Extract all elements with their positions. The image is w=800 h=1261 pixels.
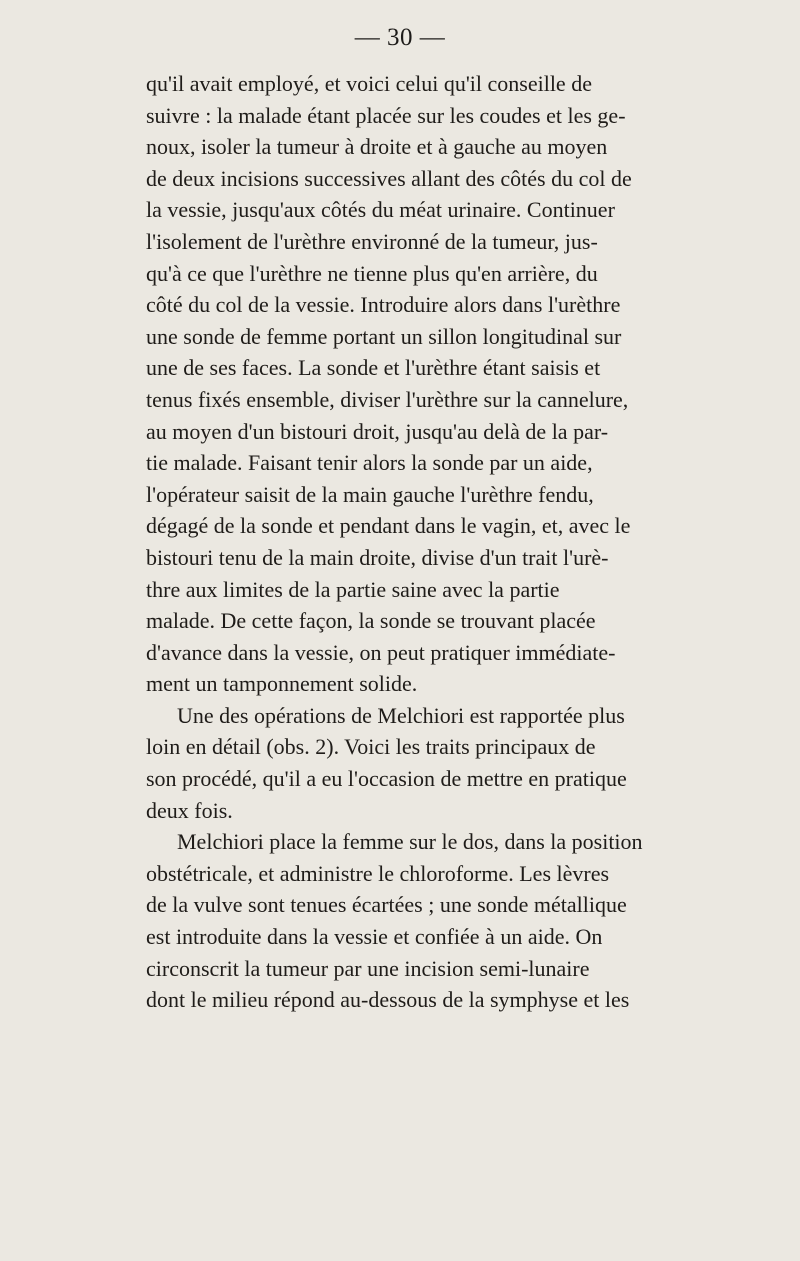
text-line: son procédé, qu'il a eu l'occasion de mettre en pratique — [146, 766, 627, 792]
text-line: bistouri tenu de la main droite, divise d'un trait l'urè- — [146, 544, 609, 570]
text-line: malade. De cette façon, la sonde se trouvant placée — [146, 608, 596, 634]
text-line: côté du col de la vessie. Introduire alors dans l'urèthre — [146, 292, 621, 318]
text-line: au moyen d'un bistouri droit, jusqu'au delà de la par- — [146, 418, 609, 444]
text-line: est introduite dans la vessie et confiée à un aide. On — [146, 924, 603, 950]
text-line: thre aux limites de la partie saine avec la partie — [146, 576, 560, 602]
text-line: deux fois. — [146, 797, 233, 823]
text-line: circonscrit la tumeur par une incision semi-lunaire — [146, 955, 590, 981]
text-line: Une des opérations de Melchiori est rapportée plus — [177, 702, 625, 728]
text-line: tenus fixés ensemble, diviser l'urèthre sur la cannelure, — [146, 386, 629, 412]
text-line: dont le milieu répond au-dessous de la symphyse et les — [146, 987, 630, 1013]
text-line: qu'il avait employé, et voici celui qu'il conseille de — [146, 71, 592, 96]
text-line: noux, isoler la tumeur à droite et à gauche au moyen — [146, 134, 608, 160]
text-line: l'isolement de l'urèthre environné de la tumeur, jus- — [146, 228, 598, 254]
page-number: — 30 — — [354, 24, 446, 51]
text-line: une de ses faces. La sonde et l'urèthre étant saisis et — [146, 355, 601, 381]
body-text — [146, 68, 766, 1016]
text-line: de la vulve sont tenues écartées ; une sonde métallique — [146, 892, 627, 918]
text-line: obstétricale, et administre le chloroforme. Les lèvres — [146, 860, 610, 886]
text-line: d'avance dans la vessie, on peut pratiquer immédiate- — [146, 639, 616, 665]
text-line: loin en détail (obs. 2). Voici les traits principaux de — [146, 734, 596, 760]
text-line: qu'à ce que l'urèthre ne tienne plus qu'en arrière, du — [146, 260, 598, 286]
text-line: suivre : la malade étant placée sur les coudes et les ge- — [146, 102, 626, 128]
text-line: de deux incisions successives allant des côtés du col de — [146, 165, 632, 191]
text-line: une sonde de femme portant un sillon longitudinal sur — [146, 323, 622, 349]
text-line: dégagé de la sonde et pendant dans le vagin, et, avec le — [146, 513, 631, 539]
text-line: l'opérateur saisit de la main gauche l'urèthre fendu, — [146, 481, 594, 507]
text-line: Melchiori place la femme sur le dos, dans la position — [177, 829, 643, 855]
text-line: la vessie, jusqu'aux côtés du méat urinaire. Continuer — [146, 197, 615, 223]
text-line: tie malade. Faisant tenir alors la sonde par un aide, — [146, 450, 593, 476]
text-line: ment un tamponnement solide. — [146, 671, 418, 697]
